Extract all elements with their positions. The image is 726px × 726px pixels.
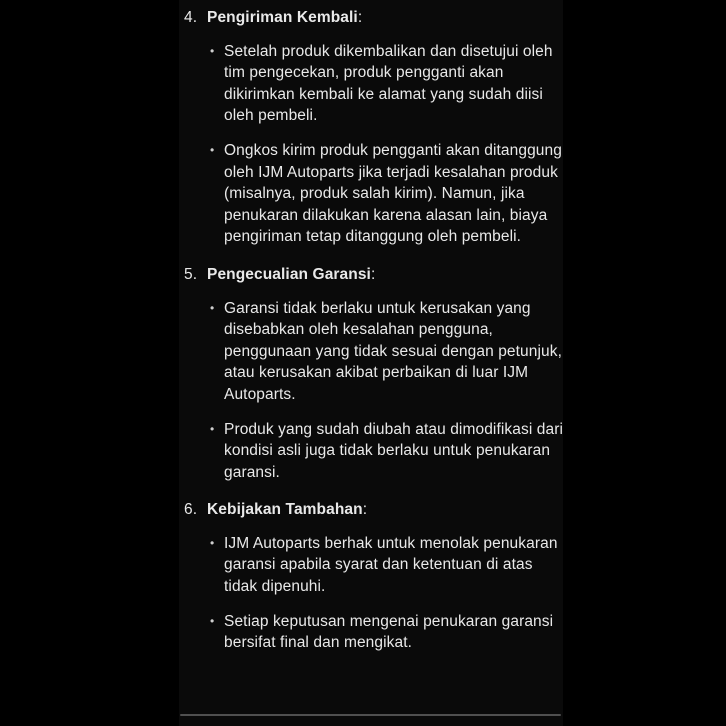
section-number: 6. (184, 501, 198, 519)
policy-section-4 (184, 7, 566, 248)
bullet-marker: • (210, 421, 215, 436)
section-heading (184, 7, 566, 29)
section-title: Kebijakan Tambahan: (207, 501, 368, 519)
bullet-item (210, 298, 566, 406)
section-heading (184, 499, 566, 521)
bullet-item (210, 533, 566, 598)
section-number: 4. (184, 9, 198, 26)
bullet-text: Setiap keputusan mengenai penukaran garansi bersifat final dan mengikat. (224, 612, 554, 652)
section-number: 5. (184, 265, 198, 283)
bullet-marker: • (210, 142, 215, 157)
policy-section-5 (184, 264, 566, 483)
section-title: Pengecualian Garansi: (207, 265, 376, 283)
bullet-marker: • (210, 535, 215, 550)
section-heading (184, 264, 566, 286)
bullet-marker: • (210, 43, 215, 58)
bullet-marker: • (210, 300, 215, 315)
policy-document (184, 7, 566, 667)
bullet-text: IJM Autoparts berhak untuk menolak penukaran garansi apabila syarat dan ketentuan di atas tidak dipenuhi. (224, 534, 558, 596)
bullet-marker: • (210, 613, 215, 628)
bullet-item (210, 140, 566, 248)
bullet-item (210, 41, 566, 127)
bullet-text: Produk yang sudah diubah atau dimodifikasi dari kondisi asli juga tidak berlaku untuk penukaran garansi. (224, 420, 564, 481)
bottom-divider (180, 714, 561, 716)
bullet-item (210, 419, 566, 484)
bullet-text: Ongkos kirim produk pengganti akan ditanggung oleh IJM Autoparts jika terjadi kesalahan produk (misalnya, produk salah kirim). Namun, jika penukaran dilakukan karena alasan lain, biaya pengiriman tetap ditanggung oleh pembeli. (224, 141, 562, 246)
bullet-text: Garansi tidak berlaku untuk kerusakan yang disebabkan oleh kesalahan pengguna, penggunaan yang tidak sesuai dengan petunjuk, atau kerusakan akibat perbaikan di luar IJM Autoparts. (224, 299, 563, 403)
bullet-item (210, 611, 566, 654)
section-title: Pengiriman Kembali: (207, 9, 363, 26)
bullet-text: Setelah produk dikembalikan dan disetujui oleh tim pengecekan, produk pengganti akan dikirimkan kembali ke alamat yang sudah diisi oleh pembeli. (224, 42, 553, 125)
policy-section-6 (184, 499, 566, 654)
